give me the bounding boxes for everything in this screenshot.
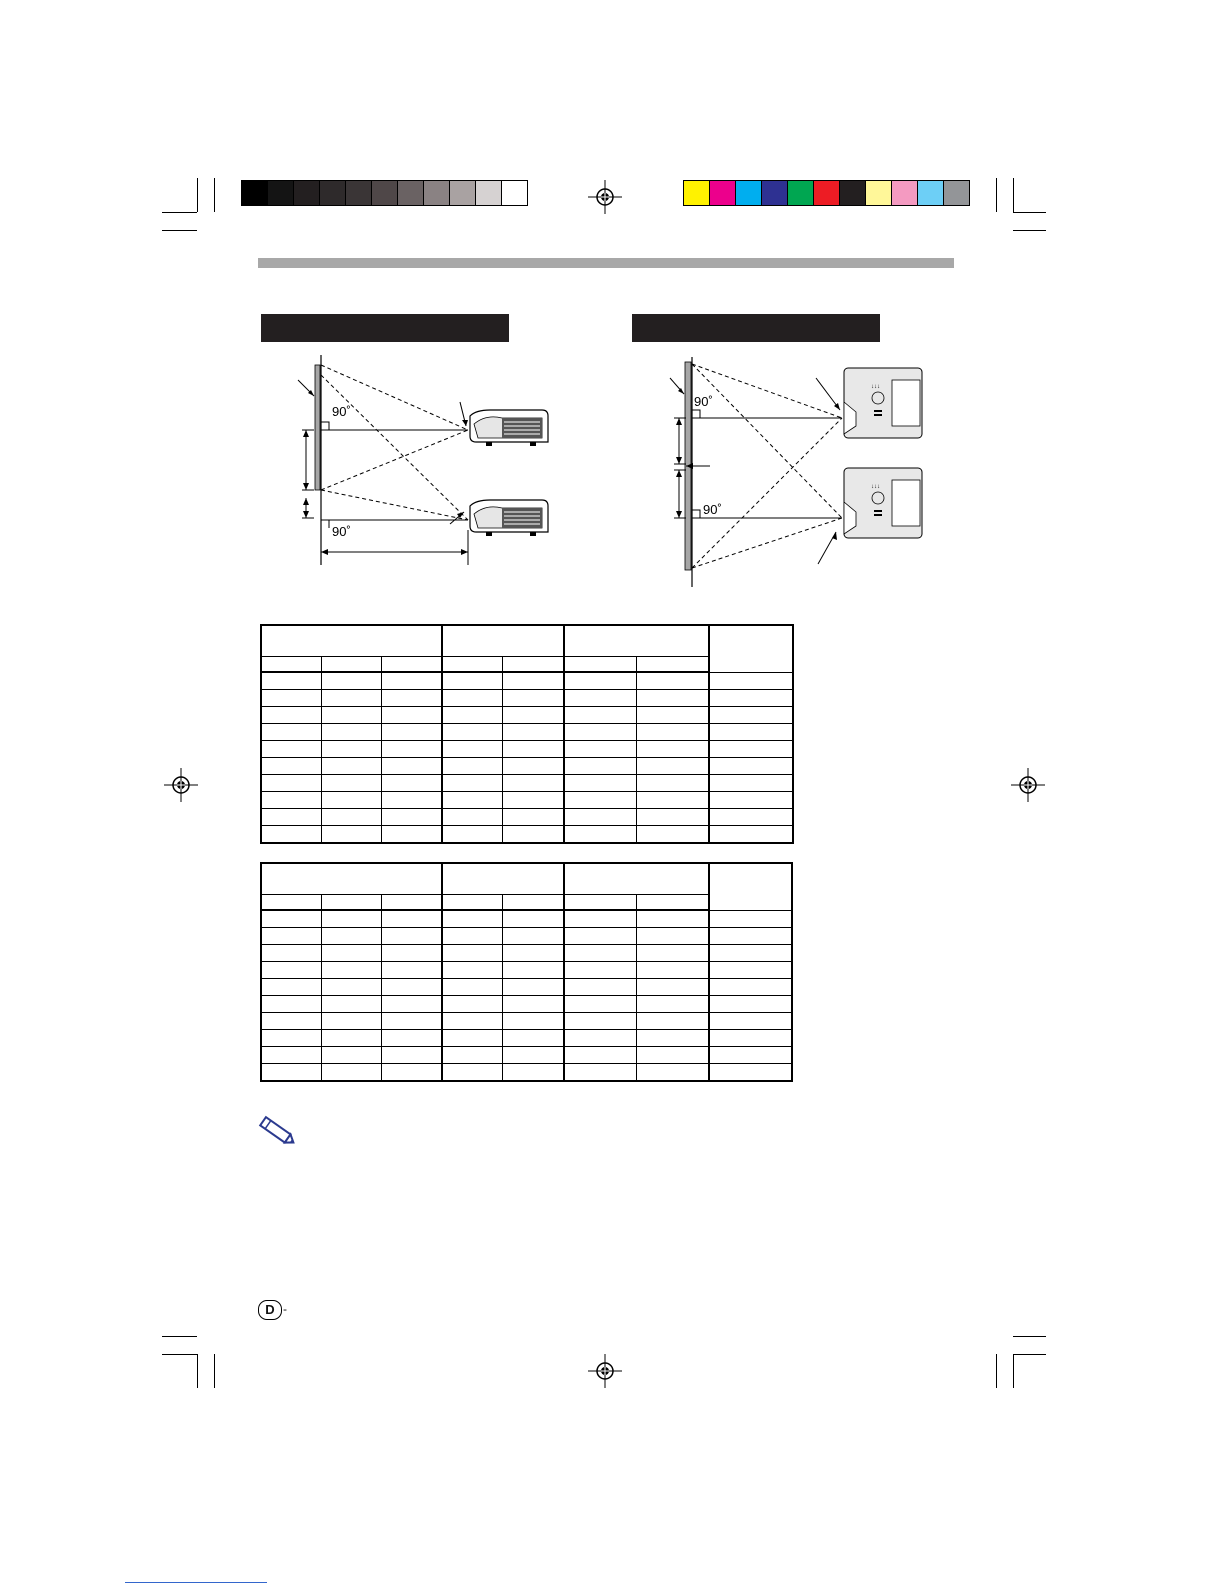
table-row xyxy=(261,928,792,945)
table-cell xyxy=(564,1013,636,1030)
crop-mark-top-right-h xyxy=(1013,212,1046,213)
table-cell xyxy=(502,1030,564,1047)
table-cell xyxy=(261,809,321,826)
table-cell xyxy=(502,928,564,945)
left-section-heading-box xyxy=(261,314,509,342)
table1-header-group-2 xyxy=(442,625,564,657)
right-angle-bottom-label: 90˚ xyxy=(703,502,722,517)
table-row xyxy=(261,945,792,962)
table-cell xyxy=(381,792,442,809)
table-cell xyxy=(564,741,636,758)
table-row xyxy=(261,741,793,758)
table-cell xyxy=(636,724,709,741)
table-cell xyxy=(636,672,709,690)
calibration-swatch xyxy=(294,181,320,205)
table-cell xyxy=(502,962,564,979)
pencil-note-icon xyxy=(256,1114,298,1148)
table-cell xyxy=(564,979,636,996)
table-cell xyxy=(321,962,381,979)
table-cell xyxy=(709,996,792,1013)
table-cell xyxy=(321,672,381,690)
screen xyxy=(315,365,320,490)
table-cell xyxy=(564,1064,636,1082)
calibration-swatch xyxy=(398,181,424,205)
table-cell xyxy=(442,962,502,979)
table-cell xyxy=(502,1047,564,1064)
table-row xyxy=(261,775,793,792)
table-row xyxy=(261,1013,792,1030)
calibration-swatch xyxy=(268,181,294,205)
table-cell xyxy=(709,945,792,962)
table-cell xyxy=(261,945,321,962)
table-cell xyxy=(261,996,321,1013)
table2-header-group-1 xyxy=(261,863,442,895)
table-cell xyxy=(564,996,636,1013)
table-cell xyxy=(261,724,321,741)
crop-mark-bottom-right-v2 xyxy=(1013,1354,1014,1388)
table-cell xyxy=(261,979,321,996)
table-cell xyxy=(636,945,709,962)
table-cell xyxy=(502,809,564,826)
table-cell xyxy=(636,809,709,826)
table-cell xyxy=(261,792,321,809)
gray-calibration-bar xyxy=(241,180,528,206)
table-row xyxy=(261,707,793,724)
calibration-swatch xyxy=(424,181,450,205)
right-angle-top-label: 90˚ xyxy=(694,394,713,409)
table-cell xyxy=(709,1064,792,1082)
table-cell xyxy=(381,910,442,928)
page-number-dash: - xyxy=(283,1302,287,1316)
table-cell xyxy=(381,741,442,758)
table-cell xyxy=(381,945,442,962)
table-cell xyxy=(442,672,502,690)
svg-text:↓↓↓: ↓↓↓ xyxy=(871,484,880,490)
table-cell xyxy=(636,1013,709,1030)
table-cell xyxy=(502,707,564,724)
table-cell xyxy=(261,1064,321,1082)
table-cell xyxy=(442,910,502,928)
table-cell xyxy=(564,826,636,844)
table-cell xyxy=(381,1064,442,1082)
table-cell xyxy=(321,809,381,826)
table-cell xyxy=(636,775,709,792)
table-cell xyxy=(321,910,381,928)
table-cell xyxy=(564,945,636,962)
calibration-swatch xyxy=(710,181,736,205)
table-cell xyxy=(502,910,564,928)
table-cell xyxy=(321,826,381,844)
table1-body xyxy=(261,672,793,843)
section-rule-bar xyxy=(258,258,954,268)
registration-mark-icon xyxy=(588,180,622,214)
table1-header-group-1 xyxy=(261,625,442,657)
table-cell xyxy=(564,758,636,775)
table2-header-group-3 xyxy=(564,863,709,895)
page-language-badge: D xyxy=(258,1300,282,1320)
table-cell xyxy=(442,826,502,844)
calibration-swatch xyxy=(372,181,398,205)
registration-mark-icon xyxy=(588,1354,622,1388)
table-cell xyxy=(321,996,381,1013)
table-cell xyxy=(502,724,564,741)
table-cell xyxy=(709,690,793,707)
table-cell xyxy=(261,962,321,979)
table-cell xyxy=(564,910,636,928)
calibration-swatch xyxy=(450,181,476,205)
table-cell xyxy=(261,826,321,844)
table-row xyxy=(261,792,793,809)
table-cell xyxy=(261,672,321,690)
crop-mark-bottom-left-h xyxy=(162,1336,197,1337)
crop-mark-top-left-v2 xyxy=(197,178,198,212)
table-cell xyxy=(502,945,564,962)
table-cell xyxy=(709,1047,792,1064)
projection-table-1 xyxy=(260,624,794,844)
calibration-swatch xyxy=(918,181,944,205)
table-cell xyxy=(321,945,381,962)
table-cell xyxy=(709,707,793,724)
table-cell xyxy=(442,792,502,809)
table-cell xyxy=(564,724,636,741)
table-cell xyxy=(502,690,564,707)
table-cell xyxy=(636,910,709,928)
crop-mark-top-right-h2 xyxy=(1013,230,1046,231)
table-cell xyxy=(709,758,793,775)
table-cell xyxy=(321,928,381,945)
table-cell xyxy=(261,928,321,945)
crop-mark-bottom-left-v1 xyxy=(197,1354,198,1388)
registration-mark-icon xyxy=(164,768,198,802)
calibration-swatch xyxy=(944,181,969,205)
svg-text:↓↓↓: ↓↓↓ xyxy=(871,384,880,390)
table-cell xyxy=(442,809,502,826)
crop-mark-top-left-v1 xyxy=(214,178,215,212)
table-cell xyxy=(321,758,381,775)
calibration-swatch xyxy=(788,181,814,205)
table-cell xyxy=(564,672,636,690)
table-cell xyxy=(502,979,564,996)
table-cell xyxy=(261,758,321,775)
table-cell xyxy=(709,724,793,741)
table-cell xyxy=(442,758,502,775)
table-cell xyxy=(636,758,709,775)
table-cell xyxy=(564,690,636,707)
table-cell xyxy=(381,1013,442,1030)
table-cell xyxy=(636,741,709,758)
table-cell xyxy=(321,1030,381,1047)
table-cell xyxy=(709,826,793,844)
table-cell xyxy=(261,1030,321,1047)
table-cell xyxy=(564,792,636,809)
table-cell xyxy=(321,707,381,724)
calibration-swatch xyxy=(684,181,710,205)
table-cell xyxy=(709,1013,792,1030)
crop-mark-top-right-v1 xyxy=(996,178,997,212)
calibration-swatch xyxy=(320,181,346,205)
table-cell xyxy=(502,1064,564,1082)
bottom-edge-line xyxy=(125,1582,267,1583)
crop-mark-top-right-v2 xyxy=(1013,178,1014,212)
table-cell xyxy=(321,724,381,741)
projector-side-bottom xyxy=(470,500,548,536)
table-cell xyxy=(709,741,793,758)
crop-mark-bottom-right-h2 xyxy=(1013,1354,1046,1355)
table-cell xyxy=(564,809,636,826)
right-section-heading-box xyxy=(632,314,880,342)
table-cell xyxy=(636,962,709,979)
table-cell xyxy=(502,1013,564,1030)
table-cell xyxy=(709,928,792,945)
table-cell xyxy=(381,758,442,775)
calibration-swatch xyxy=(476,181,502,205)
table-cell xyxy=(442,690,502,707)
projection-table-2 xyxy=(260,862,793,1082)
table-cell xyxy=(564,1030,636,1047)
crop-mark-top-left-h xyxy=(162,212,197,213)
calibration-swatch xyxy=(866,181,892,205)
table2-header-group-2 xyxy=(442,863,564,895)
table-cell xyxy=(442,775,502,792)
table-cell xyxy=(442,1013,502,1030)
table-cell xyxy=(502,775,564,792)
table-cell xyxy=(442,1030,502,1047)
calibration-swatch xyxy=(736,181,762,205)
table2-body xyxy=(261,910,792,1081)
projector-top-view-upper xyxy=(844,368,922,438)
table-cell xyxy=(381,672,442,690)
table-cell xyxy=(381,928,442,945)
table1-header-group-3 xyxy=(564,625,709,657)
table-cell xyxy=(442,1047,502,1064)
table-cell xyxy=(636,1064,709,1082)
table-cell xyxy=(261,1013,321,1030)
table1-header-group-4 xyxy=(709,625,793,672)
table2-header-group-4 xyxy=(709,863,792,910)
table-cell xyxy=(321,741,381,758)
table-cell xyxy=(564,962,636,979)
table-cell xyxy=(442,741,502,758)
table-cell xyxy=(261,707,321,724)
table-cell xyxy=(321,690,381,707)
crop-mark-bottom-right-h xyxy=(1013,1336,1046,1337)
table-row xyxy=(261,809,793,826)
table-cell xyxy=(564,928,636,945)
table-cell xyxy=(381,1047,442,1064)
calibration-swatch xyxy=(762,181,788,205)
table-row xyxy=(261,1030,792,1047)
table-row xyxy=(261,910,792,928)
table-cell xyxy=(321,1013,381,1030)
calibration-swatch xyxy=(840,181,866,205)
table-cell xyxy=(502,792,564,809)
table-cell xyxy=(261,775,321,792)
table-row xyxy=(261,758,793,775)
crop-mark-bottom-left-v2 xyxy=(214,1354,215,1388)
table-cell xyxy=(381,775,442,792)
table-cell xyxy=(442,945,502,962)
table-cell xyxy=(381,979,442,996)
table-cell xyxy=(381,1030,442,1047)
registration-mark-icon xyxy=(1011,768,1045,802)
table-cell xyxy=(321,979,381,996)
table-cell xyxy=(709,1030,792,1047)
crop-mark-bottom-right-v1 xyxy=(996,1354,997,1388)
table-cell xyxy=(709,809,793,826)
table-cell xyxy=(564,1047,636,1064)
table-cell xyxy=(564,707,636,724)
table-cell xyxy=(381,724,442,741)
table-row xyxy=(261,979,792,996)
table-cell xyxy=(709,792,793,809)
table-cell xyxy=(381,826,442,844)
calibration-swatch xyxy=(242,181,268,205)
table-row xyxy=(261,724,793,741)
table-row xyxy=(261,672,793,690)
table-row xyxy=(261,996,792,1013)
left-angle-top-label: 90˚ xyxy=(332,404,351,419)
table-cell xyxy=(709,775,793,792)
table-cell xyxy=(442,996,502,1013)
table-cell xyxy=(636,690,709,707)
table-row xyxy=(261,962,792,979)
table-cell xyxy=(636,1047,709,1064)
table-cell xyxy=(564,775,636,792)
table-cell xyxy=(321,1047,381,1064)
calibration-swatch xyxy=(502,181,527,205)
table-cell xyxy=(709,979,792,996)
crop-mark-bottom-left-h2 xyxy=(162,1354,197,1355)
color-calibration-bar xyxy=(683,180,970,206)
table-cell xyxy=(442,979,502,996)
calibration-swatch xyxy=(814,181,840,205)
calibration-swatch xyxy=(892,181,918,205)
table-row xyxy=(261,690,793,707)
table-cell xyxy=(636,979,709,996)
table-cell xyxy=(381,707,442,724)
table-cell xyxy=(442,724,502,741)
table-cell xyxy=(321,792,381,809)
table-cell xyxy=(636,996,709,1013)
table-cell xyxy=(502,826,564,844)
calibration-swatch xyxy=(346,181,372,205)
right-projection-diagram xyxy=(660,352,930,592)
table-cell xyxy=(381,690,442,707)
crop-mark-top-left-h2 xyxy=(162,230,197,231)
table-cell xyxy=(381,809,442,826)
table-cell xyxy=(321,775,381,792)
left-projection-diagram xyxy=(290,350,560,570)
table-cell xyxy=(261,910,321,928)
table-cell xyxy=(502,741,564,758)
table-cell xyxy=(502,758,564,775)
table-cell xyxy=(636,792,709,809)
projector-top-view-lower xyxy=(844,468,922,538)
table-cell xyxy=(636,1030,709,1047)
table-cell xyxy=(381,996,442,1013)
table-cell xyxy=(321,1064,381,1082)
table-row xyxy=(261,1047,792,1064)
table-cell xyxy=(636,928,709,945)
table-cell xyxy=(261,1047,321,1064)
table-cell xyxy=(636,826,709,844)
table-cell xyxy=(442,707,502,724)
left-angle-bottom-label: 90˚ xyxy=(332,524,351,539)
table-cell xyxy=(261,690,321,707)
table-cell xyxy=(636,707,709,724)
projector-side-top xyxy=(470,410,548,446)
table-cell xyxy=(442,1064,502,1082)
table-cell xyxy=(709,672,793,690)
table-cell xyxy=(502,996,564,1013)
table-cell xyxy=(709,910,792,928)
table-cell xyxy=(709,962,792,979)
table-cell xyxy=(502,672,564,690)
table-cell xyxy=(442,928,502,945)
table-row xyxy=(261,1064,792,1082)
table-row xyxy=(261,826,793,844)
table-cell xyxy=(261,741,321,758)
table-cell xyxy=(381,962,442,979)
